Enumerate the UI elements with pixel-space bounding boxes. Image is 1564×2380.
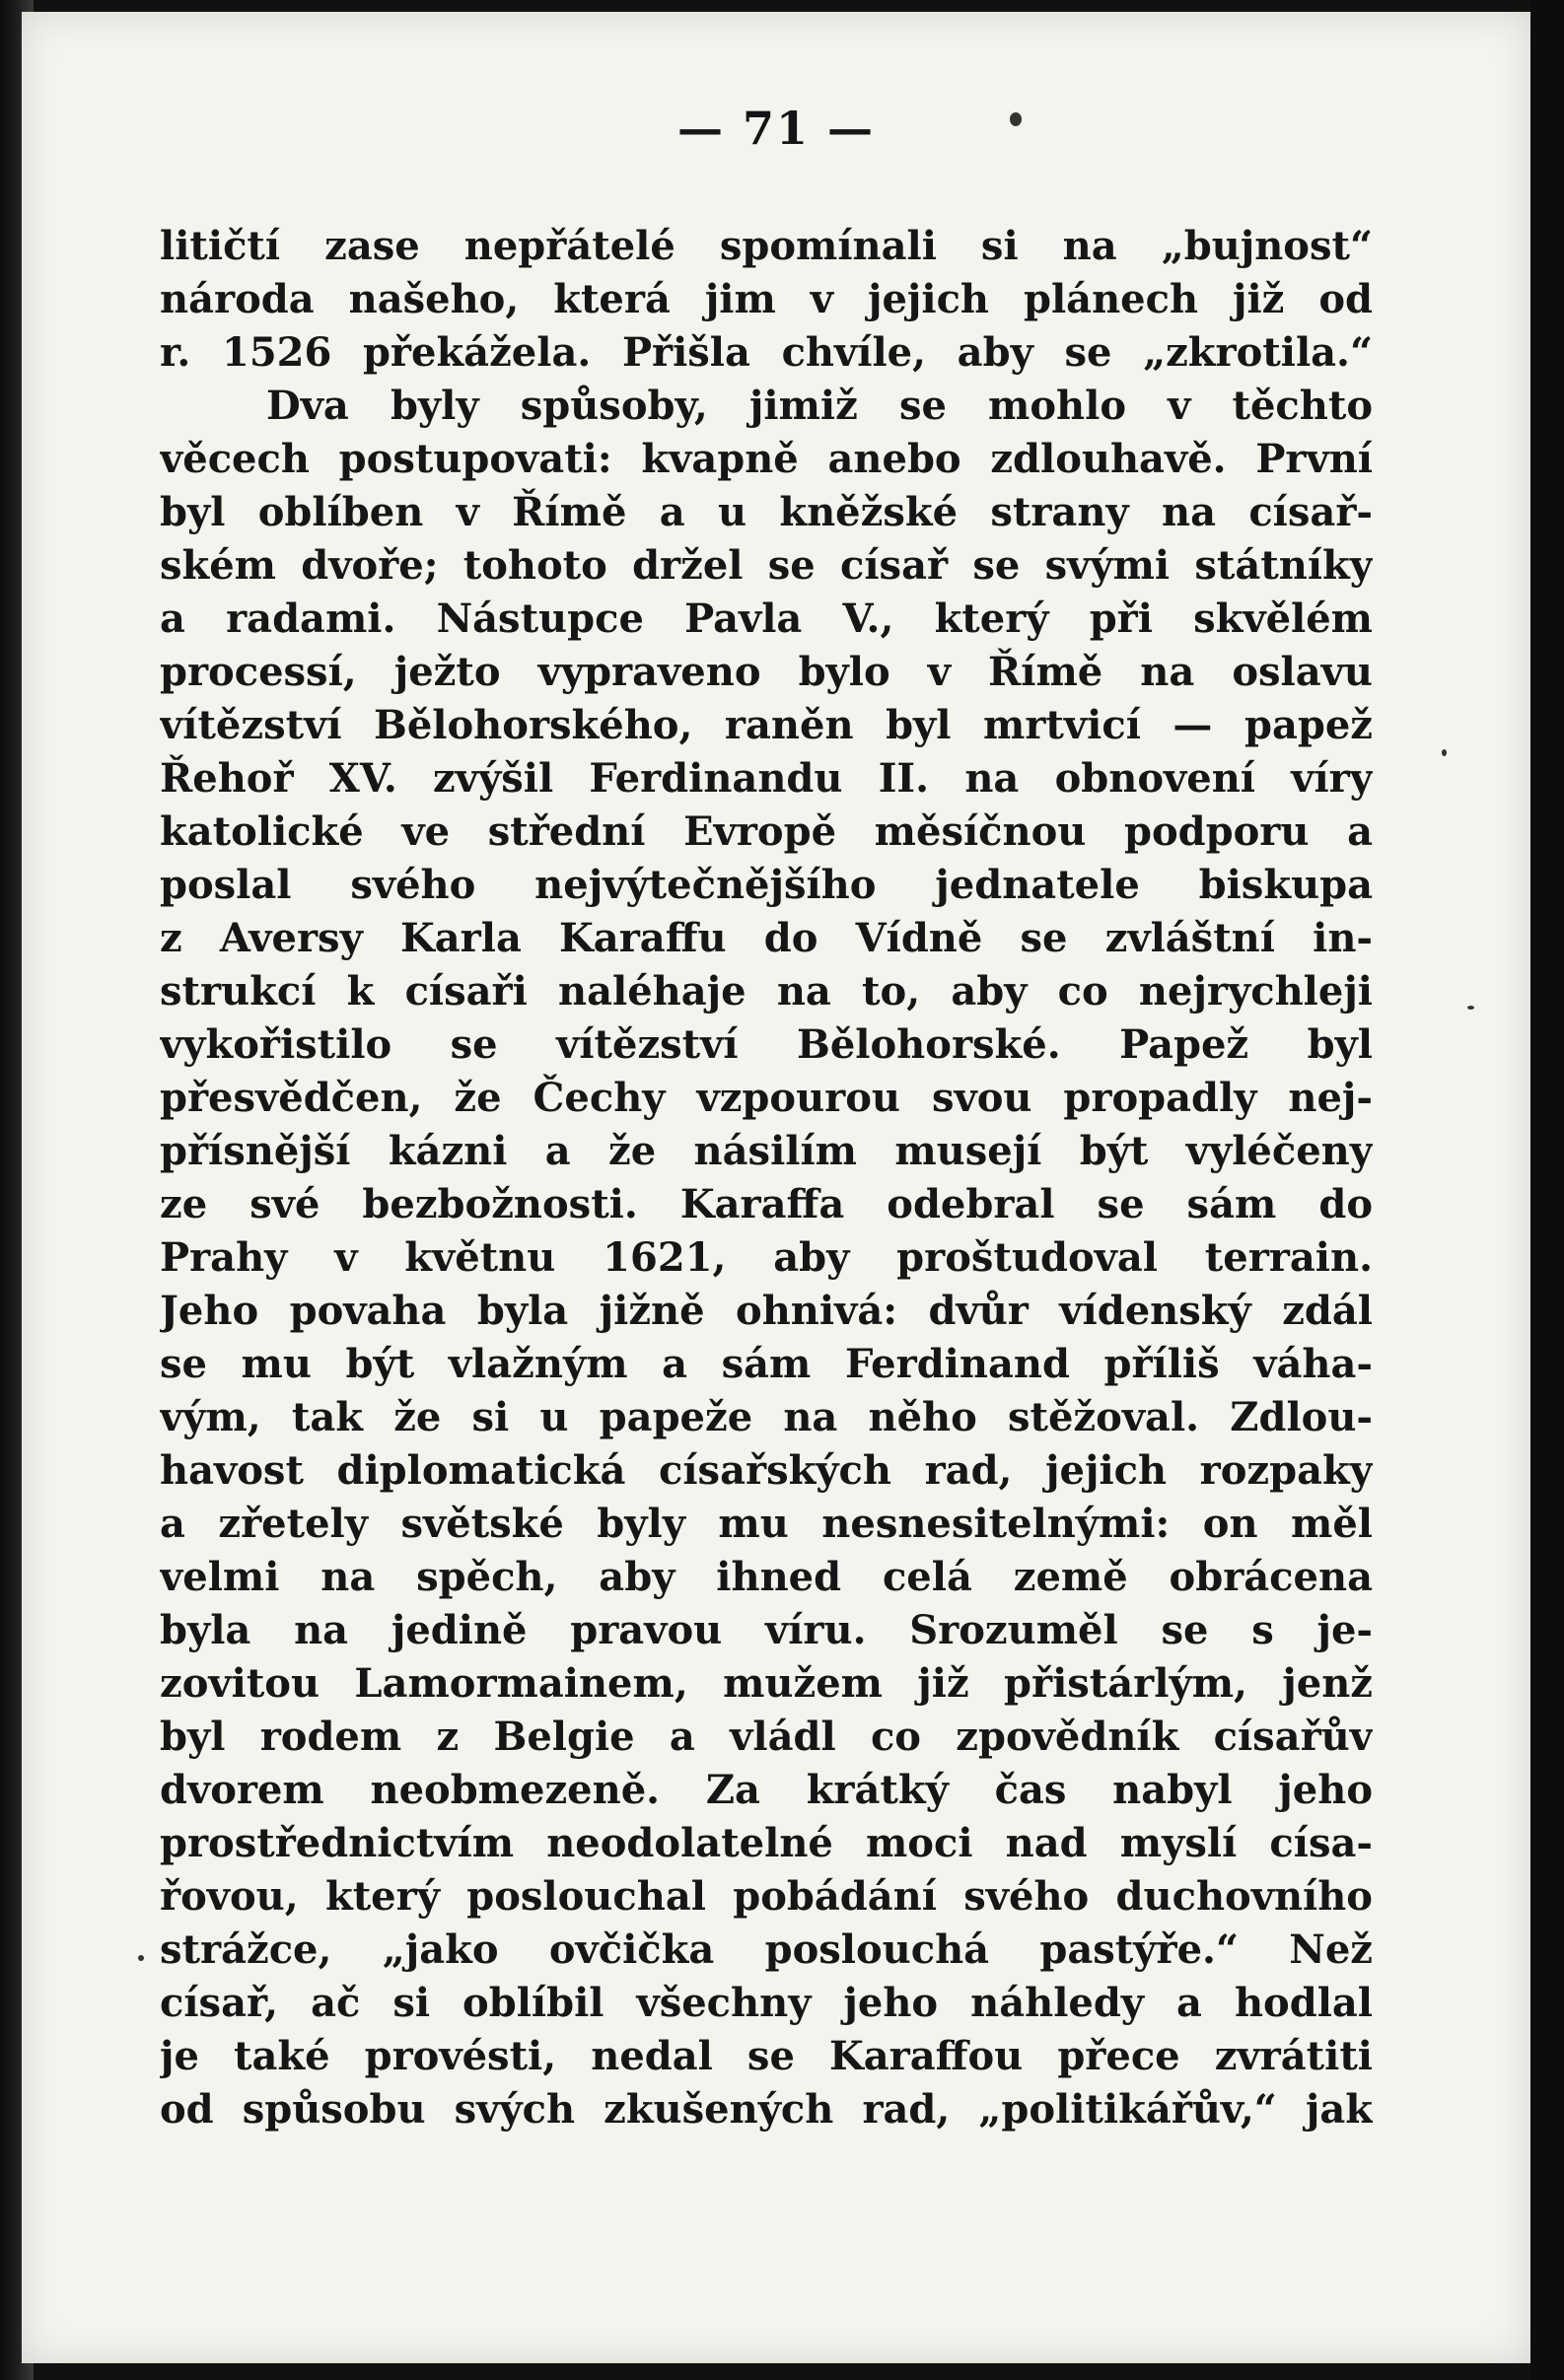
text-line: věcech postupovati: kvapně anebo zdlouhavě. První	[160, 436, 1373, 482]
text-line: vítězství Bělohorského, raněn byl mrtvicí — papež	[160, 702, 1373, 748]
print-speck	[1010, 112, 1022, 126]
text-line: zovitou Lamormainem, mužem již přistárlým, jenž	[160, 1660, 1373, 1707]
text-line: od spůsobu svých zkušených rad, „politikářův,“ jak	[160, 2086, 1373, 2133]
text-line: přísnější kázni a že násilím musejí být vyléčeny	[160, 1128, 1373, 1174]
body-text	[160, 220, 1373, 2136]
text-line: prostřednictvím neodolatelné moci nad myslí císa-	[160, 1820, 1373, 1866]
text-line: velmi na spěch, aby ihned celá země obrácena	[160, 1554, 1373, 1600]
page-number: — 71 —	[676, 102, 876, 155]
text-line: přesvědčen, že Čechy vzpourou svou propadly nej-	[160, 1075, 1373, 1121]
text-line: ze své bezbožnosti. Karaffa odebral se sám do	[160, 1181, 1373, 1227]
text-line: byl oblíben v Římě a u kněžské strany na císař-	[160, 489, 1373, 535]
text-line: Jeho povaha byla jižně ohnivá: dvůr vídenský zdál	[160, 1288, 1373, 1334]
text-line: vykořistilo se vítězství Bělohorské. Papež byl	[160, 1021, 1373, 1068]
text-line: katolické ve střední Evropě měsíčnou podporu a	[160, 808, 1373, 855]
text-line: Dva byly spůsoby, jimiž se mohlo v těchto	[266, 383, 1373, 429]
text-line: císař, ač si oblíbil všechny jeho náhledy a hodlal	[160, 1980, 1373, 2026]
text-line: byla na jedině pravou víru. Srozuměl se s je-	[160, 1607, 1373, 1653]
text-line: dvorem neobmezeně. Za krátký čas nabyl jeho	[160, 1767, 1373, 1813]
text-line: strážce, „jako ovčička poslouchá pastýře.“ Než	[160, 1926, 1373, 1973]
text-line: r. 1526 překážela. Přišla chvíle, aby se „zkrotila.“	[160, 329, 1373, 376]
print-speck	[1467, 1006, 1474, 1010]
text-line: se mu být vlažným a sám Ferdinand příliš váha-	[160, 1341, 1373, 1387]
print-speck	[138, 1955, 144, 1961]
text-line: je také provésti, nedal se Karaffou přece zvrátiti	[160, 2033, 1373, 2079]
text-line: Prahy v květnu 1621, aby proštudoval terrain.	[160, 1234, 1373, 1281]
text-line: havost diplomatická císařských rad, jejich rozpaky	[160, 1447, 1373, 1494]
text-line: poslal svého nejvýtečnějšího jednatele biskupa	[160, 862, 1373, 908]
text-line: strukcí k císaři naléhaje na to, aby co nejrychleji	[160, 968, 1373, 1015]
scan-right-edge	[1530, 0, 1564, 2380]
text-line: vým, tak že si u papeže na něho stěžoval. Zdlou-	[160, 1394, 1373, 1440]
text-line: z Aversy Karla Karaffu do Vídně se zvláštní in-	[160, 915, 1373, 961]
text-line: a zřetely světské byly mu nesnesitelnými: on měl	[160, 1501, 1373, 1547]
text-line: ském dvoře; tohoto držel se císař se svými státníky	[160, 542, 1373, 589]
text-line: Řehoř XV. zvýšil Ferdinandu II. na obnovení víry	[160, 755, 1373, 802]
text-line: processí, ježto vypraveno bylo v Římě na oslavu	[160, 649, 1373, 695]
print-speck	[1442, 749, 1447, 756]
text-line: a radami. Nástupce Pavla V., který při skvělém	[160, 595, 1373, 642]
text-line: národa našeho, která jim v jejich plánech již od	[160, 276, 1373, 322]
text-line: litičtí zase nepřátelé spomínali si na „bujnost“	[160, 223, 1373, 269]
text-line: řovou, který poslouchal pobádání svého duchovního	[160, 1873, 1373, 1920]
book-page	[22, 12, 1530, 2363]
text-line: byl rodem z Belgie a vládl co zpovědník císařův	[160, 1714, 1373, 1760]
